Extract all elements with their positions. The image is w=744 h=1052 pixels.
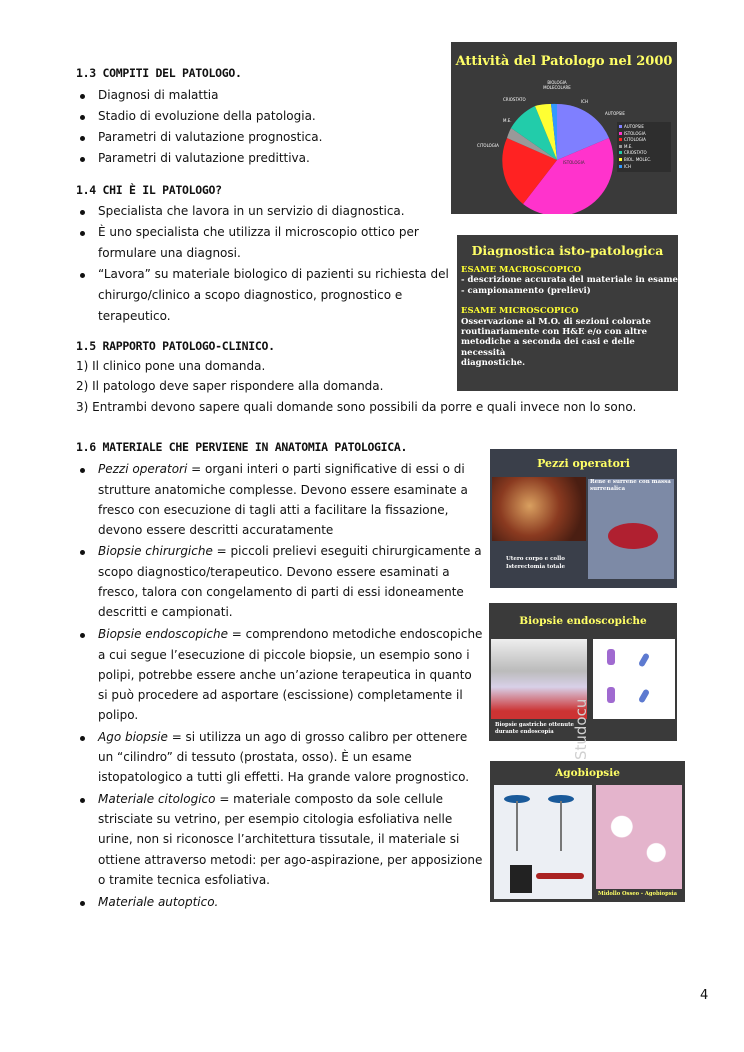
material-line: descritti e campionati. [98,605,233,619]
legend-label: M.E. [624,143,633,149]
legend-entry [619,150,651,157]
material-term: Biopsie endoscopiche [98,627,228,641]
slide-title: Biopsie endoscopiche [519,615,647,627]
pie-legend [619,124,651,170]
material-line: fresco con esecuzione di tagli atti a facilitare la fissazione, [98,503,449,517]
pie-label: BIOLOGIA MOLECOLARE [543,80,571,90]
legend-entry [619,164,651,171]
material-line: strisciate su vetrino, per esempio citologia esfoliativa nelle [98,812,453,826]
bullet-text: “Lavora” su materiale biologico di pazienti su richiesta del [98,267,449,281]
legend-swatch [619,138,622,141]
pie-label: AUTOPSIE [605,111,625,116]
material-term: Ago biopsie [98,730,168,744]
bullet-text: Stadio di evoluzione della patologia. [98,109,316,123]
bullet-dot [80,468,85,473]
heading-1-5: 1.5 RAPPORTO PATOLOGO-CLINICO. [76,339,275,353]
pie-label: ICH [581,99,588,104]
legend-label: BIOL. MOLEC. [624,156,652,162]
legend-entry [619,131,651,138]
bullet-text: formulare una diagnosi. [98,246,241,260]
material-line: un “cilindro” di tessuto (prostata, osso). È un esame [98,750,412,764]
bullet-dot [80,273,85,278]
slide-agobiopsie [490,761,685,902]
numbered-item: 3) Entrambi devono sapere quali domande sono possibili da porre e quali invece non lo sono. [76,400,637,414]
material-item: Biopsie chirurgiche = piccoli prelievi eseguiti chirurgicamente a [98,544,482,558]
bullet-dot [80,736,85,741]
micro-line: routinariamente con H&E e/o con altre [461,327,648,338]
material-item: Ago biopsie = si utilizza un ago di grosso calibro per ottenere [98,730,468,744]
slide-caption: Midollo Osseo - Agobiopsia [598,891,677,897]
heading-1-6: 1.6 MATERIALE CHE PERVIENE IN ANATOMIA PATOLOGICA. [76,440,408,454]
material-term: Pezzi operatori [98,462,188,476]
legend-swatch [619,158,622,161]
material-term: Materiale citologico [98,792,216,806]
material-line: polipi, potrebbe essere anche un’azione terapeutica in quanto [98,668,472,682]
numbered-item: 1) Il clinico pone una domanda. [76,359,266,373]
slide-title: Attività del Patologo nel 2000 [455,54,673,69]
bullet-text: Parametri di valutazione predittiva. [98,151,310,165]
bullet-dot [80,798,85,803]
slide-pezzi-operatori [490,449,677,588]
legend-label: CITOLOGIA [624,137,646,143]
legend-swatch [619,145,622,148]
slide-title: Diagnostica isto-patologica [471,243,664,258]
legend-swatch [619,151,622,154]
heading-1-3: 1.3 COMPITI DEL PATOLOGO. [76,66,242,80]
bullet-text: chirurgo/clinico a scopo diagnostico, prognostico e [98,288,403,302]
specimen-photo [492,477,586,541]
micro-line: Osservazione al M.O. di sezioni colorate [461,316,651,327]
legend-label: ISTOLOGIA [624,130,646,136]
material-line: devono essere descritti accuratamente [98,523,334,537]
legend-swatch [619,165,622,168]
slide-caption: Biopsie gastriche ottenute durante endoscopia [495,722,574,735]
bullet-text: terapeutico. [98,309,171,323]
bullet-dot [80,231,85,236]
macro-heading: ESAME MACROSCOPICO [461,265,582,275]
material-line: o tramite tecnica esfoliativa. [98,873,270,887]
bullet-text: Specialista che lavora in un servizio di diagnostica. [98,204,405,218]
bullet-dot [80,115,85,120]
bullet-text: Parametri di valutazione prognostica. [98,130,323,144]
macro-line: - descrizione accurata del materiale in esame [461,275,678,286]
legend-swatch [619,132,622,135]
heading-1-4: 1.4 CHI È IL PATOLOGO? [76,183,222,197]
material-line: ottiene attraverso metodi: per ago-aspirazione, per apposizione [98,853,483,867]
material-item: Biopsie endoscopiche = comprendono metodiche endoscopiche [98,627,483,641]
bullet-dot [80,210,85,215]
material-line: fresco, talora con congelamento di parti di essi idoneamente [98,585,464,599]
micro-line: diagnostiche. [461,358,526,369]
specimen-photo [588,479,674,579]
material-line: a cui segue l’esecuzione di piccole biopsie, un esempio sono i [98,648,470,662]
pie-label: M.E. [503,118,512,123]
micro-heading: ESAME MICROSCOPICO [461,306,579,317]
bullet-dot [80,136,85,141]
micro-line: metodiche a seconda dei casi e delle necessità [461,337,635,358]
material-line: polipo. [98,708,139,722]
watermark: Studocu [572,698,590,760]
slide-caption: Rene e surrene con massa surrenalica [590,479,671,492]
specimen-photo [494,785,592,899]
material-line: scopo diagnostico/terapeutico. Devono essere esaminati a [98,565,450,579]
slide-title: Pezzi operatori [537,457,630,470]
numbered-item: 2) Il patologo deve saper rispondere alla domanda. [76,379,384,393]
pie-label: CRIOSTATO [503,97,526,102]
bullet-dot [80,550,85,555]
histology-slide [593,639,675,719]
material-line: istopatologico a tutti gli effetti. Ha grande valore prognostico. [98,770,470,784]
bullet-dot [80,901,85,906]
material-item: Pezzi operatori = organi interi o parti significative di essi o di [98,462,465,476]
legend-entry [619,124,651,131]
bullet-text: È uno specialista che utilizza il microscopio ottico per [98,225,419,239]
material-term: Biopsie chirurgiche [98,544,213,558]
legend-entry [619,144,651,151]
slide-title: Agobiopsie [555,767,620,779]
macro-line: - campionamento (prelievi) [461,285,591,296]
material-item: Materiale citologico = materiale composto da sole cellule [98,792,444,806]
legend-swatch [619,125,622,128]
material-line: urine, non si riconosce l’architettura tissutale, il materiale si [98,832,460,846]
bullet-dot [80,157,85,162]
material-line: si può procedere ad asportare (escissione) completamente il [98,688,463,702]
slide-attivita-patologo [451,42,677,214]
pie-label: CITOLOGIA [477,143,499,148]
slide-diagnostica [457,235,678,391]
slide-caption: Utero corpo e collo Isterectomia totale [506,556,565,570]
page-number: 4 [700,988,709,1003]
bullet-dot [80,633,85,638]
legend-label: AUTOPSIE [624,124,644,129]
legend-label: CRIOSTATO [624,150,647,156]
legend-label: ICH [624,163,631,169]
slide-body [461,265,678,369]
material-term: Materiale autoptico. [98,895,219,909]
legend-entry [619,157,651,164]
legend-entry [619,137,651,144]
bullet-text: Diagnosi di malattia [98,88,219,102]
pie-label: ISTOLOGIA [563,160,585,165]
material-line: strutture anatomiche complesse. Devono essere esaminate a [98,483,468,497]
bullet-dot [80,94,85,99]
histology-image [596,785,682,889]
